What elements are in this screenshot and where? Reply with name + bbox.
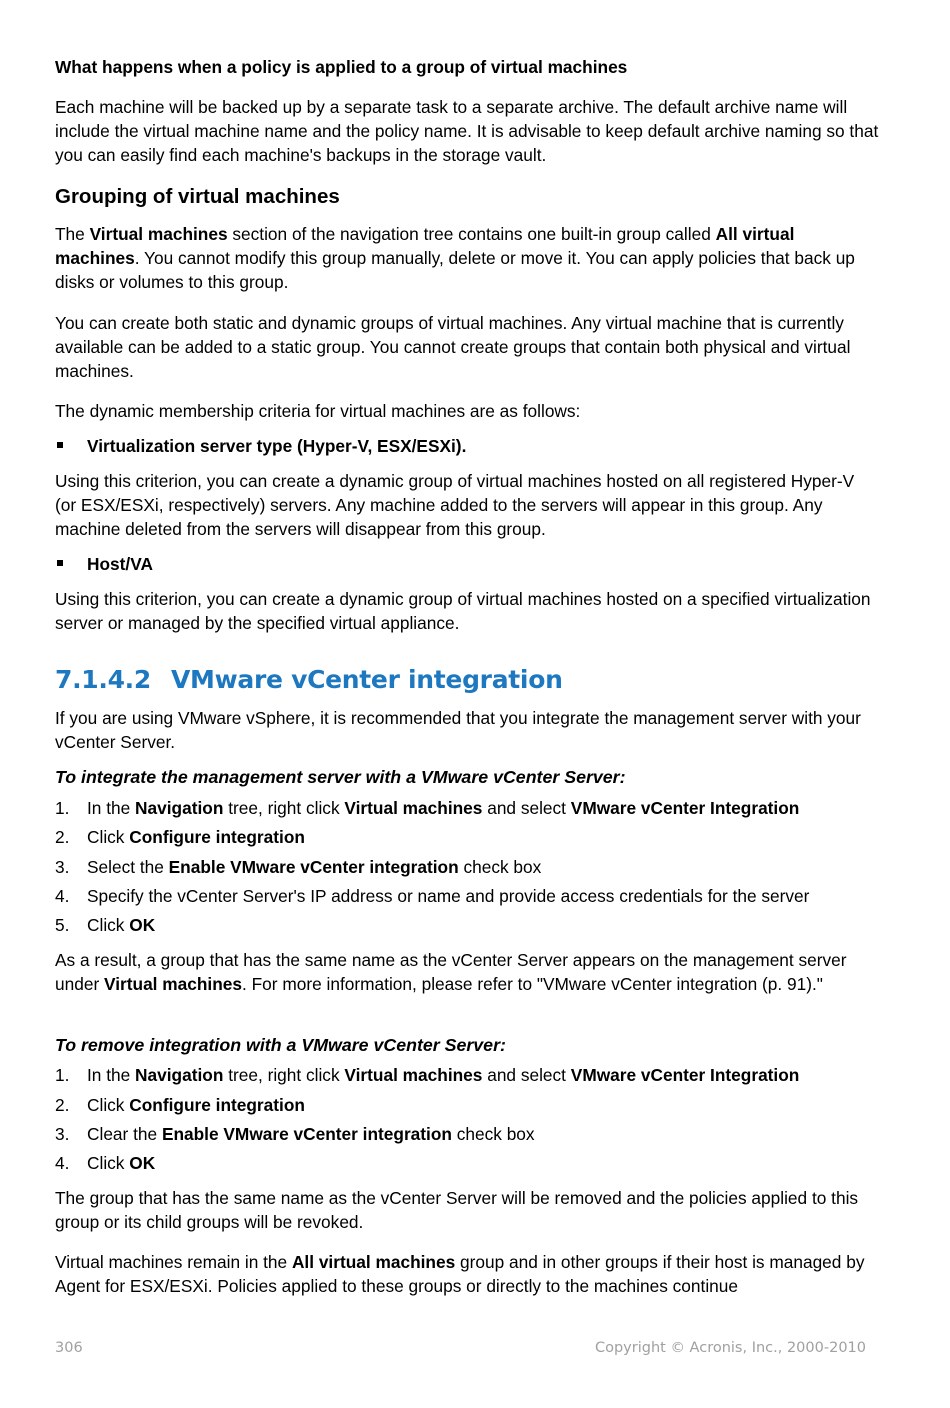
list-item: 4. Click OK <box>55 1153 156 1173</box>
grouping-paragraph-3: The dynamic membership criteria for virtual machines are as follows: <box>55 401 581 421</box>
integrate-result: As a result, a group that has the same name as the vCenter Server appears on the management server under Virtual machines. For more information, please refer to "VMware vCenter integration (p. 91)." <box>55 950 847 994</box>
criterion-label: Virtualization server type (Hyper-V, ESX/ESXi). <box>55 434 912 458</box>
copyright-notice: Copyright © Acronis, Inc., 2000-2010 <box>594 1340 866 1356</box>
grouping-heading: Grouping of virtual machines <box>55 185 340 208</box>
list-item: 2. Click Configure integration <box>55 1095 305 1115</box>
remove-after: Virtual machines remain in the All virtual machines group and in other groups if their host is managed by Agent for ESX/ESXi. Policies applied to these groups or directly to the machines continue <box>55 1252 865 1296</box>
section-number: 7.1.4.2 <box>55 665 151 694</box>
page-number: 306 <box>55 1340 83 1356</box>
grouping-paragraph-1: The Virtual machines section of the navigation tree contains one built-in group called All virtual machines. You cannot modify this group manually, delete or move it. You can apply policies that back up disks or volumes to this group. <box>55 224 855 292</box>
section-heading <box>55 665 880 695</box>
policy-group-heading: What happens when a policy is applied to a group of virtual machines <box>55 57 628 77</box>
list-item: 1. In the Navigation tree, right click Virtual machines and select VMware vCenter Integration <box>55 1065 800 1085</box>
criterion-label: Host/VA <box>55 552 912 576</box>
policy-group-text: Each machine will be backed up by a separate task to a separate archive. The default archive name will include the virtual machine name and the policy name. It is advisable to keep default archive naming so that you can easily find each machine's backups in the storage vault. <box>55 97 879 165</box>
list-item: 1. In the Navigation tree, right click Virtual machines and select VMware vCenter Integration <box>55 798 800 818</box>
vcenter-intro: If you are using VMware vSphere, it is recommended that you integrate the management server with your vCenter Server. <box>55 708 861 752</box>
criterion-text: Using this criterion, you can create a dynamic group of virtual machines hosted on a specified virtualization server or managed by the specified virtual appliance. <box>55 589 871 633</box>
list-item: 4. Specify the vCenter Server's IP address or name and provide access credentials for the server <box>55 886 810 906</box>
list-item: 3. Select the Enable VMware vCenter integration check box <box>55 857 542 877</box>
list-item: 5. Click OK <box>55 915 156 935</box>
grouping-paragraph-2: You can create both static and dynamic groups of virtual machines. Any virtual machine that is currently available can be added to a static group. You cannot create groups that contain both physical and virtual machines. <box>55 313 851 381</box>
list-item: 3. Clear the Enable VMware vCenter integration check box <box>55 1124 535 1144</box>
criterion-text: Using this criterion, you can create a dynamic group of virtual machines hosted on all registered Hyper-V (or ESX/ESXi, respectively) servers. Any machine added to the servers will appear in this group. Any machine deleted from the servers will disappear from this group. <box>55 471 855 539</box>
section-title: VMware vCenter integration <box>171 665 563 694</box>
remove-procedure-heading: To remove integration with a VMware vCenter Server: <box>55 1035 506 1055</box>
integrate-procedure-heading: To integrate the management server with a VMware vCenter Server: <box>55 767 626 787</box>
list-item: 2. Click Configure integration <box>55 827 305 847</box>
remove-result: The group that has the same name as the vCenter Server will be removed and the policies applied to this group or its child groups will be revoked. <box>55 1188 859 1232</box>
